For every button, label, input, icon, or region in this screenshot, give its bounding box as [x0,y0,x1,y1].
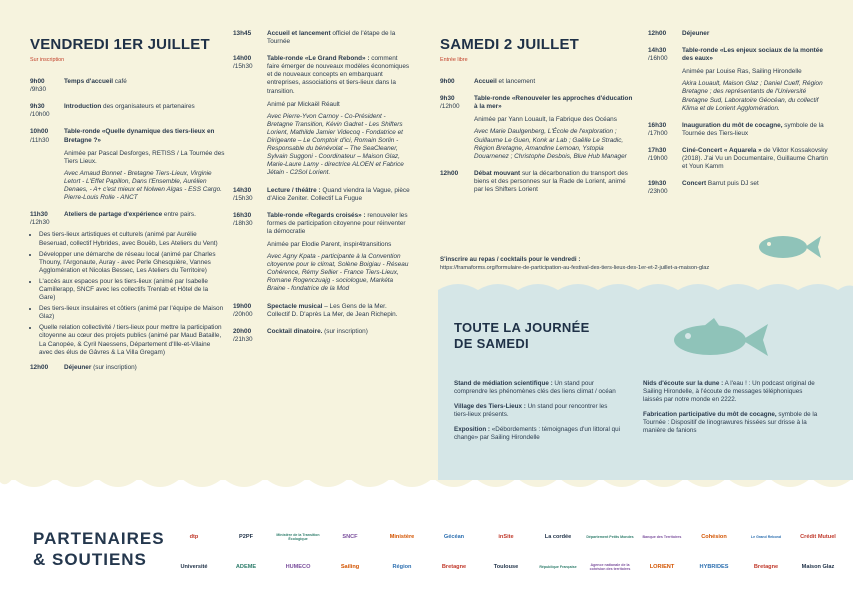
all-day-left [454,380,622,442]
event-details [474,78,635,86]
event-row [440,95,635,161]
partner-logo: Ministère [389,534,415,540]
event-end-time: /21h30 [233,335,253,343]
event-row [233,328,411,344]
partner-logo: La cordée [544,534,572,540]
event-title: Concert [682,180,707,188]
event-title: Table-ronde «Le Grand Rebond» : [267,55,370,63]
workshop-item: • Des tiers-lieux artistiques et culturels (animé par Aurélie Beseruad, collectif Hybrides, avec Bouëb, Les Ateliers du Vent) [39,231,225,247]
event-host: Animé par Mickaël Réault [267,100,340,108]
saturday-events [440,78,635,194]
friday-events [30,78,225,227]
partner-logo: ADEME [235,564,257,570]
event-time: 14h00 /15h30 [233,55,267,177]
all-day-item [643,411,818,435]
event-details [682,47,828,113]
event-row [30,128,225,202]
event-row [440,78,635,86]
partner-logo: Département Petits Mondes [586,534,634,539]
partner-logo: P2PF [239,534,253,540]
event-time: 13h45 [233,30,252,37]
friday-afternoon-column [233,30,411,344]
saturday-subtitle: Entrée libre [440,57,468,63]
event-details [267,212,411,294]
event-details [267,55,411,177]
friday-lunch [30,364,225,372]
event-host: Animée par Louise Ras, Sailing Hirondelle [682,68,802,76]
partner-logo: inSite [498,534,514,540]
friday-subtitle: Sur inscription [30,57,65,63]
all-day-title [454,320,590,352]
event-title: Déjeuner [682,30,710,37]
all-day-item-text: Un stand pour comprendre les phénomènes clés des liens climat / océan [454,380,616,395]
partners-title-line2: & SOUTIENS [33,550,147,569]
event-title: Temps d'accueil [64,78,113,86]
event-end-time: /12h30 [30,219,50,227]
event-title: Table-ronde «Renouveler les approches d'éducation à la mer» [474,95,633,111]
event-text: – Les Gens de la Mer. Collectif D. D'après La Mer, de Jean Richepin. [267,302,398,318]
event-host: Animée par Elodie Parent, inspir4transitions [267,240,392,248]
event-time: 9h30 /12h00 [440,95,474,161]
event-text: sur la décarbonation du transport des biens et des personnes sur la Rade de Lorient, animé par les Shifters Lorient [474,169,628,194]
event-title: Cocktail dînatoire. [267,327,323,335]
all-day-item [643,380,818,404]
event-text: des organisateurs et partenaires [101,103,195,111]
partner-logo: LORIENT [649,564,675,570]
event-title: Accueil et lancement [267,30,331,37]
event-details [64,211,225,227]
partner-logo: Bretagne [441,564,467,570]
event-details [474,95,635,161]
event-row [648,122,828,138]
partner-logo: Sailing [340,564,360,570]
all-day-item-title: Nids d'écoute sur la dune : [643,380,724,387]
partner-logo: Bretagne [753,564,779,570]
event-text: de Viktor Kossakovsky (2018). J'ai Vu un Documentaire, Guillaume Chartin et Youn Kamm [682,146,828,171]
event-title: Introduction [64,103,102,111]
event-time: 9h00 /9h30 [30,78,64,94]
event-time: 19h00 /20h00 [233,303,267,319]
event-end-time: /10h00 [30,111,50,119]
all-day-item-title: Stand de médiation scientifique : [454,380,553,387]
all-day-item [454,403,622,419]
event-row [648,147,828,171]
event-end-time: /18h30 [233,219,253,227]
event-end-time: /9h30 [30,86,46,94]
event-title: Table-ronde «Les enjeux sociaux de la montée des eaux» [682,47,823,63]
event-time: 12h00 [648,30,667,37]
saturday-afternoon-column [648,30,828,196]
saturday-afternoon-events [648,30,828,196]
partner-logo: Cohésion [701,534,727,540]
partner-logo: Gécéan [443,534,465,540]
partner-logo: Banque des Territoires [642,534,682,539]
partner-logos [170,522,850,586]
friday-column [30,36,225,372]
event-text: (sur inscription) [91,363,137,371]
workshop-item: • L'accès aux espaces pour les tiers-lieux (animé par Isabelle Camillerapp, SNCF avec les collectifs Trenlab et Hôtel de la Gare) [39,278,225,302]
all-day-item-title: Village des Tiers-Lieux : [454,403,526,410]
saturday-column [440,36,635,194]
event-end-time: /20h00 [233,310,253,318]
partner-logo: HUMECO [285,564,311,570]
partner-logo: Maison Glaz [801,564,835,570]
event-end-time: /23h00 [648,188,668,196]
event-end-time: /17h00 [648,129,668,137]
event-row [233,303,411,319]
all-day-title-line2: DE SAMEDI [454,336,529,351]
event-time: 16h30 /18h30 [233,212,267,294]
event-speakers: Avec Agny Kpata - participante à la Convention citoyenne pour le climat, Solène Boigiau - Réseau Cohérence, Rémy Sellier - France Tiers-Lieux, Romane Rogenczuajg - sociologue, Markéta Braine - fondatrice de la Mod [267,253,409,293]
partners-title [33,528,165,570]
event-text: café [113,78,127,86]
event-title: Lecture / théâtre : [267,186,321,194]
event-end-time: /15h30 [233,63,253,71]
registration-label: S'inscrire au repas / cocktails pour le vendredi : [440,256,581,263]
all-day-item-title: Fabrication participative du môt de cocagne, [643,411,777,418]
event-row [233,212,411,294]
event-title: Table-ronde «Quelle dynamique des tiers-lieux en Bretagne ?» [64,128,215,144]
event-row [30,78,225,94]
all-day-item-title: Exposition : [454,426,491,433]
event-details [64,103,225,119]
event-row [648,180,828,196]
event-text: Quand viendra la Vague, pièce d'Alice Zeniter. Collectif La Fugue [267,186,410,202]
event-time: 10h00 /11h30 [30,128,64,202]
partner-logo: dtp [189,534,199,540]
all-day-item-text: «Débordements : témoignages d'un littoral qui change» par Sailing Hirondelle [454,426,621,441]
event-host: Animée par Pascal Desforges, RETISS / La Tournée des Tiers Lieux. [64,149,225,165]
partner-logo: Université [180,564,208,570]
event-host: Animée par Yann Louault, la Fabrique des Océans [474,116,617,124]
event-time: 19h30 /23h00 [648,180,682,196]
partner-logo: Toulouse [493,564,519,570]
event-details [267,30,411,46]
event-time: 14h30 /16h00 [648,47,682,113]
event-details [474,170,635,194]
event-title: Ciné-Concert « Aquarela » [682,146,762,154]
event-details [267,187,411,203]
event-speakers: Avec Pierre-Yvon Carnoy - Co-Président - Bretagne Transition, Kévin Gadret - Les Shifters Lorient, Mathilde Jamier Videcoq - Fondatrice et Dirigeante – Le Comptoir d'ici, Romain Sorlin - Responsable du bénévolat – The SeaCleaner, Sylvain Suggoni - Coordinateur – Maison Glaz, Marie-Laure Lamy - directrice ALOEN et Fabrice Jétain - C2Sol Lorient. [267,112,404,177]
registration-info [440,256,840,272]
workshop-item: • Des tiers-lieux insulaires et côtiers (animé par l'équipe de Maison Glaz) [39,305,225,321]
partner-logo: Ministère de la Transition Écologique [276,532,320,541]
partner-logo: Crédit Mutuel [800,534,836,540]
event-row [233,55,411,177]
event-row [233,187,411,203]
event-title: Débat mouvant [474,169,521,177]
event-time: 12h00 [30,363,49,371]
event-row [30,211,225,227]
event-time: 14h30 /15h30 [233,187,267,203]
event-details [682,30,828,38]
event-title: Spectacle musical [267,302,323,310]
event-details [682,122,828,138]
all-day-item-text: A l'eau ! : Un podcast original de Sailing Hirondelle, à l'écoute de messages téléphoniques laissés par notre monde en 2222. [643,380,815,403]
partners-title-line1: PARTENAIRES [33,529,165,548]
partner-logo: Région [392,564,412,570]
event-speakers: Avec Amaud Bonnet - Bretagne Tiers-Lieux, Virginie Letort - L'Effet Papillon, Dans l'Ensemble, Aurélien Denaes, - A+ c'est mieux et Nolwen Algas - ESS Cargo. Pierre-Louis Rolle - ANCT [64,169,222,202]
fish-icon-large [670,318,770,360]
event-speakers: Akira Louault, Maison Glaz ; Daniel Cueff, Région Bretagne ; des représentants de l'Université Bretagne Sud, Laboratoire Géocéan, du collectif Klima et de Lorient Agglomération. [682,80,823,112]
event-details [267,303,411,319]
event-row [440,170,635,194]
event-text: entre pairs. [162,211,196,219]
event-title: Ateliers de partage d'expérience [64,211,163,219]
event-end-time: /11h30 [30,136,50,144]
partner-logo: SNCF [342,534,358,540]
event-time: 20h00 /21h30 [233,328,267,344]
event-row [648,47,828,113]
event-text: (sur inscription) [322,327,368,335]
friday-title: VENDREDI 1ER JUILLET [30,36,210,53]
partner-logo: Agence nationale de la cohésion des territoires [589,562,631,571]
event-title: Déjeuner [64,363,92,371]
event-time: 12h00 [440,169,459,177]
event-text: renouveler les formes de participation citoyenne pour réinventer la démocratie [267,211,408,235]
event-text: comment faire émerger de nouveaux modèles économiques et de nouveaux concepts en embarquant entreprises, associations et tiers-lieux dans la transition. [267,55,410,95]
partner-logo: Le Grand Rebond [750,534,782,539]
event-title: Accueil [474,78,497,86]
event-details [64,78,225,94]
event-end-time: /12h00 [440,103,460,111]
event-details [682,147,828,171]
event-row [648,30,828,38]
all-day-item [454,426,622,442]
workshop-list [39,231,225,356]
event-end-time: /15h30 [233,194,253,202]
all-day-item-text: Un stand pour rencontrer les tiers-lieux présents. [454,403,608,418]
event-time: 9h30 /10h00 [30,103,64,119]
all-day-item-text: symbole de la Tournée : Dispositif de linograwures hissées sur drisse à la manière de fanions [643,411,818,434]
event-title: Inauguration du môt de cocagne, [682,121,783,129]
workshop-item: • Développer une démarche de réseau local (animé par Charles Thouny, l'Argonaute, Auray - avec Perle Ghesquière, Vannes Agglomération et Nicolas Bessec, Les Ateliers du Territoire) [39,251,225,275]
partner-logo: République Française [539,564,577,569]
workshop-item: • Quelle relation collectivité / tiers-lieux pour mettre la participation citoyenne au cœur des projets publics (animé par Maud Bataille, La Canopée, & Cyril Naessens, Département d'Ille-et-Vilaine avec des élus de Gâvres & La Villa Gregam) [39,324,225,356]
event-end-time: /16h00 [648,55,668,63]
event-time: 16h30 /17h00 [648,122,682,138]
event-end-time: /19h00 [648,155,668,163]
event-details [682,180,828,196]
event-speakers: Avec Marie Daulgenberg, L'École de l'exploration ; Guillaume Le Guen, Konk ar Lab ; Gaëlle Le Stradic, Région Bretagne, Amandine Lemoan, Ystopia Douarnenez ; Christophe Desbois, Blue Hub Manager [474,128,627,160]
all-day-item [454,380,622,396]
event-time: 17h30 /19h00 [648,147,682,171]
friday-afternoon-events [233,30,411,344]
event-text: Barrut puis DJ set [706,180,759,188]
event-time: 9h00 [440,78,455,86]
event-time: 11h30 /12h30 [30,211,64,227]
event-text: officiel de l'étape de la Tournée [267,30,396,46]
registration-link[interactable]: https://framaforms.org/formulaire-de-participation-au-festival-des-tiers-lieux-des-1er-et-2-juillet-a-maison-glaz [440,265,710,271]
all-day-right [643,380,818,435]
partner-logo: HYBRIDES [699,564,729,570]
saturday-title: SAMEDI 2 JUILLET [440,36,580,53]
event-row [233,30,411,46]
event-title: Table-ronde «Regards croisés» : [267,211,366,219]
event-text: et lancement [496,78,536,86]
event-text: symbole de la Tournée des Tiers-lieux [682,121,824,137]
event-details [267,328,411,344]
event-row [30,103,225,119]
event-details [64,128,225,202]
all-day-title-line1: TOUTE LA JOURNÉE [454,320,590,335]
